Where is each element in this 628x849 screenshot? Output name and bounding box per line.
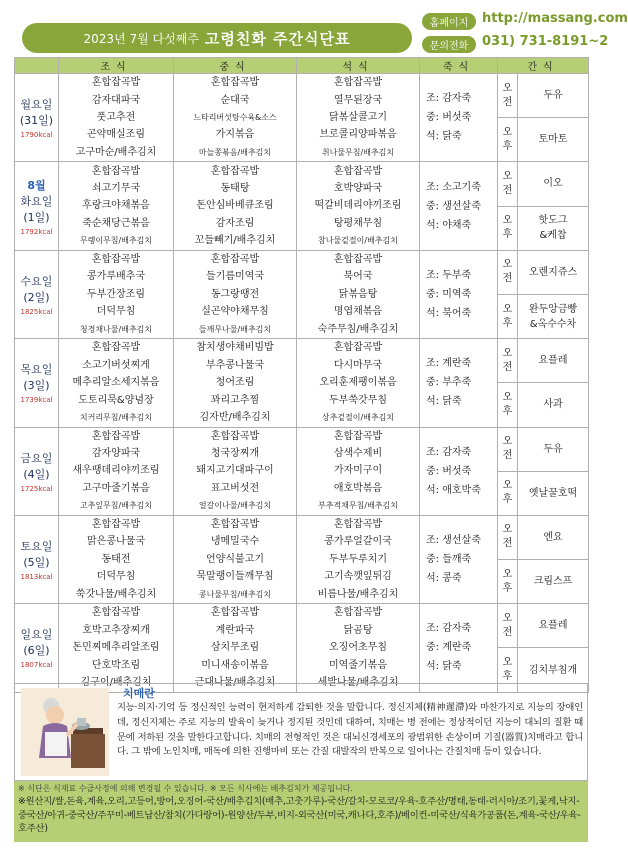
day-date: (2일) [23,290,50,304]
day-kcal: 1825kcal [20,307,53,316]
menu-item: 감자양파국 [91,448,141,460]
lunch-cell [174,427,297,515]
day-name: 토요일 [20,540,53,554]
day-name: 수요일 [20,274,53,288]
phone-label: 문의전화 [422,36,476,53]
table-row [15,604,589,648]
menu-item: 언양식불고기 [206,553,264,565]
am-char-2: 전 [502,273,513,285]
porridge-item: 석: 애호박죽 [426,484,481,496]
menu-item: 혼합잡곡밥 [91,165,141,177]
day-cell [15,515,59,603]
breakfast-cell [59,74,174,162]
menu-item: 돈민찌메추리알조림 [72,642,160,654]
menu-item: 혼합잡곡밥 [333,607,383,619]
menu-item: 청경채나물/배추김치 [79,324,153,334]
menu-change-note: ※ 식단은 식재료 수급사정에 의해 변경될 수 있습니다. ※ 모든 식사에는 배추김치가 제공됩니다. [18,784,353,793]
header-breakfast: 조식 [59,58,174,74]
day-cell [15,74,59,162]
weekly-menu-table [14,57,589,693]
menu-item: 두부쑥갓무침 [329,394,387,406]
porridge-item: 중: 미역죽 [426,288,472,300]
dinner-cell [297,427,420,515]
menu-item: 혼합잡곡밥 [333,253,383,265]
pm-char-2: 후 [502,405,513,417]
lunch-cell [174,250,297,338]
breakfast-cell [59,427,174,515]
snack-pm: 김치부침개 [518,648,589,692]
porridge-item: 석: 북어죽 [426,307,472,319]
menu-item: 동태전 [101,553,131,565]
pm-label [498,383,518,427]
snack-pm: 핫도그 &케찹 [518,206,589,250]
menu-item: 청국장찌개 [210,448,260,460]
menu-item: 묵말랭이들깨무침 [196,571,274,583]
am-char-1: 오 [502,347,513,359]
am-char-1: 오 [502,436,513,448]
menu-item: 삼치무조림 [210,642,260,654]
menu-item: 떡갈비데리야끼조림 [314,200,402,212]
menu-item: 명엽채볶음 [333,306,383,318]
menu-item: 혼합잡곡밥 [91,77,141,89]
menu-item: 순대국 [220,94,250,106]
pm-label [498,206,518,250]
porridge-cell [420,515,498,603]
menu-item: 부추콩나물국 [206,359,264,371]
am-char-1: 오 [502,524,513,536]
dementia-text: 지능·의지·기억 등 정신적인 능력이 현저하게 감퇴한 것을 말합니다. 정신지체(精神遲滯)와 마찬가지로 지능의 장애인데, 정신지체는 주로 지능의 발육이 늦거나 정지된 것인데 대하여, 치매는 병 전에는 정상적이던 지능이 대뇌의 질환 때문에 저하된 것을 말한다고합니다. 치매의 전형적인 것은 대뇌신경세포의 광범위한 손상이며 기질(器質)치매라고 합니다. 그 밖에 노인치매, 매독에 의한 진행마비 또는 간질 대발작의 반복으로 일어나는 간질치매 등이 있습니다. [117,702,583,758]
table-row [15,162,589,206]
header-dinner: 석식 [297,58,420,74]
menu-item: 죽순채당근볶음 [82,217,150,229]
menu-item: 혼합잡곡밥 [333,342,383,354]
lunch-cell [174,162,297,250]
porridge-item: 중: 버섯죽 [426,112,472,124]
snack-am: 요플레 [518,604,589,648]
menu-item: 혼합잡곡밥 [91,430,141,442]
snack-pm: 사과 [518,383,589,427]
porridge-item: 조: 생선살죽 [426,535,481,547]
table-row [15,427,589,471]
porridge-cell [420,74,498,162]
snack-pm: 옛날꿀호떡 [518,471,589,515]
menu-item: 오징어초무침 [329,642,387,654]
day-cell [15,427,59,515]
lunch-cell [174,515,297,603]
day-kcal: 1813kcal [20,573,53,582]
dinner-cell [297,74,420,162]
phone-number: 031) 731-8191~2 [482,34,609,49]
homepage-link[interactable]: http://massang.com [482,11,628,26]
menu-item: 닭볶살콜고기 [329,111,387,123]
menu-item: 미니새송이볶음 [201,659,269,671]
menu-item: 부추적채무침/배추김치 [318,501,398,511]
menu-item: 감자대파국 [91,94,141,106]
am-char-1: 오 [502,170,513,182]
menu-item: 혼합잡곡밥 [333,519,383,531]
menu-item: 고구마순/배추김치 [75,146,157,158]
day-name: 화요일 [20,194,53,208]
menu-item: 맑은콩나물국 [87,536,145,548]
menu-item: 돼지고기대파구이 [196,465,274,477]
porridge-item: 석: 콩죽 [426,573,462,585]
menu-item: 얼갈이나물/배추김치 [198,501,272,511]
porridge-item: 중: 계란죽 [426,642,472,654]
menu-item: 꼬들빼기/배추김치 [194,235,276,247]
menu-item: 혼합잡곡밥 [210,519,260,531]
menu-item: 감자조림 [215,217,255,229]
menu-item: 취나물무침/배추김치 [321,147,395,157]
snack-am: 엔요 [518,515,589,559]
porridge-item: 조: 계란죽 [426,358,472,370]
menu-item: 청어조림 [215,377,255,389]
menu-item: 닭곰탕 [343,624,373,636]
menu-item: 혼합잡곡밥 [210,253,260,265]
am-char-2: 전 [502,361,513,373]
homepage-label: 홈페이지 [422,13,476,30]
pm-char-1: 오 [502,657,513,669]
table-row [15,339,589,383]
am-label [498,250,518,294]
porridge-item: 중: 부추죽 [426,377,472,389]
menu-item: 혼합잡곡밥 [91,342,141,354]
menu-item: 콩나물무침/배추김치 [198,589,272,599]
menu-item: 혼합잡곡밥 [333,77,383,89]
menu-item: 근대나물/배추김치 [194,677,276,689]
day-kcal: 1790kcal [20,131,53,140]
menu-item: 실곤약야채무침 [201,306,269,318]
footer-notes [14,781,588,842]
menu-item: 혼합잡곡밥 [333,430,383,442]
porridge-item: 중: 버섯죽 [426,465,472,477]
menu-item: 콩가루얼갈이국 [324,536,392,548]
dinner-cell [297,339,420,427]
day-date: (4일) [23,467,50,481]
month-label: 8월 [27,178,46,192]
day-name: 목요일 [20,363,53,377]
menu-item: 닭볶음탕 [338,288,378,300]
menu-item: 메추리알소세지볶음 [72,377,160,389]
header-snack: 간식 [498,58,589,74]
menu-item: 혼합잡곡밥 [210,430,260,442]
porridge-cell [420,604,498,692]
am-char-2: 전 [502,96,513,108]
dinner-cell [297,250,420,338]
am-char-1: 오 [502,259,513,271]
day-cell [15,339,59,427]
menu-item: 들깨무나물/배추김치 [198,324,272,334]
am-label [498,339,518,383]
am-label [498,427,518,471]
am-label [498,74,518,118]
menu-item: 더덕무침 [96,571,136,583]
menu-item: 풋고추전 [96,111,136,123]
menu-item: 혼합잡곡밥 [91,519,141,531]
menu-item: 계란파국 [215,624,255,636]
menu-item: 동태탕 [220,182,250,194]
menu-item: 동그랑땡전 [210,288,260,300]
porridge-item: 석: 닭죽 [426,661,462,673]
snack-am: 요플레 [518,339,589,383]
dementia-info-box [14,683,588,781]
table-header-row [15,58,589,74]
header-lunch: 중식 [174,58,297,74]
pm-char-1: 오 [502,303,513,315]
menu-item: 단호박조림 [91,659,141,671]
menu-item: 참나물겉절이/배추김치 [318,236,398,246]
day-date: (3일) [23,379,50,393]
menu-item: 혼합잡곡밥 [333,165,383,177]
menu-item: 가자미구이 [333,465,383,477]
table-row [15,515,589,559]
menu-item: 혼합잡곡밥 [210,607,260,619]
menu-item: 가지볶음 [215,129,255,141]
pm-label [498,118,518,162]
porridge-cell [420,250,498,338]
dementia-title: 치매란 [123,687,155,700]
day-date: (31일) [19,114,54,128]
day-name: 일요일 [20,628,53,642]
menu-item: 콩가루배추국 [87,271,145,283]
menu-item: 고구마줄기볶음 [82,482,150,494]
menu-item: 탕평채무침 [333,217,383,229]
lunch-cell [174,74,297,162]
menu-item: 냉메밀국수 [210,536,260,548]
menu-item: 꽈리고추찜 [210,394,260,406]
pm-label [498,471,518,515]
day-date: (5일) [23,556,50,570]
day-kcal: 1725kcal [20,484,53,493]
menu-item: 느타리버섯탕수육&소스 [193,112,277,122]
header-porridge: 죽식 [420,58,498,74]
am-char-1: 오 [502,612,513,624]
menu-item: 삼색수제비 [333,448,383,460]
pm-char-2: 후 [502,671,513,683]
menu-item: 들기름미역국 [206,271,264,283]
menu-item: 김구이/배추김치 [80,677,152,689]
menu-item: 브로콜리양파볶음 [319,129,397,141]
pm-char-2: 후 [502,317,513,329]
menu-item: 열무된장국 [333,94,383,106]
menu-item: 애호박볶음 [333,482,383,494]
menu-item: 상추겉절이/배추김치 [321,412,395,422]
menu-item: 미역줄기볶음 [329,659,387,671]
snack-am: 오렌지쥬스 [518,250,589,294]
lunch-cell [174,339,297,427]
snack-pm: 토마토 [518,118,589,162]
pm-char-1: 오 [502,568,513,580]
breakfast-cell [59,515,174,603]
porridge-item: 석: 야채죽 [426,219,472,231]
porridge-item: 조: 두부죽 [426,269,472,281]
menu-item: 고추잎무침/배추김치 [79,501,153,511]
menu-item: 호박양파국 [333,182,383,194]
am-label [498,604,518,648]
table-row [15,250,589,294]
snack-am: 두유 [518,74,589,118]
porridge-item: 석: 닭죽 [426,396,462,408]
porridge-cell [420,427,498,515]
pm-char-1: 오 [502,480,513,492]
menu-item: 소고기버섯찌게 [82,359,150,371]
pm-char-1: 오 [502,215,513,227]
menu-item: 북어국 [343,271,373,283]
menu-item: 도토리묵&양념장 [78,394,154,406]
menu-item: 숙주무침/배추김치 [317,323,399,335]
menu-item: 호박고추장찌개 [82,624,150,636]
am-char-2: 전 [502,184,513,196]
breakfast-cell [59,250,174,338]
porridge-cell [420,162,498,250]
menu-item: 혼합잡곡밥 [91,253,141,265]
breakfast-cell [59,162,174,250]
menu-item: 마늘쫑볶음/배추김치 [198,147,272,157]
menu-item: 혼합잡곡밥 [210,165,260,177]
header [14,11,628,55]
day-name: 금요일 [20,451,53,465]
snack-am: 두유 [518,427,589,471]
am-char-2: 전 [502,450,513,462]
pm-char-2: 후 [502,494,513,506]
menu-item: 오리훈제팽이볶음 [319,377,397,389]
menu-item: 새우땡데리야끼조림 [72,465,160,477]
day-kcal: 1739kcal [20,396,53,405]
dinner-cell [297,162,420,250]
day-kcal: 1792kcal [20,227,53,236]
day-kcal: 1807kcal [20,661,53,670]
menu-item: 혼합잡곡밥 [91,607,141,619]
table-row [15,74,589,118]
porridge-item: 조: 감자죽 [426,446,472,458]
porridge-item: 중: 생선살죽 [426,200,481,212]
am-label [498,162,518,206]
day-date: (6일) [23,644,50,658]
title-main: 고령친화 주간식단표 [204,29,351,48]
day-name: 월요일 [20,98,53,112]
am-char-2: 전 [502,626,513,638]
snack-pm: 크림스프 [518,560,589,604]
menu-item: 다시마무국 [333,359,383,371]
title-banner [22,23,412,53]
breakfast-cell [59,339,174,427]
title-week: 2023년 7월 다섯째주 [83,31,199,46]
pm-char-2: 후 [502,582,513,594]
menu-item: 돈안심바베큐조림 [196,200,274,212]
porridge-item: 석: 닭죽 [426,131,462,143]
snack-pm: 완두앙금빵 &옥수수차 [518,294,589,338]
am-char-1: 오 [502,82,513,94]
porridge-item: 조: 감자죽 [426,93,472,105]
pm-char-1: 오 [502,126,513,138]
day-cell [15,250,59,338]
dinner-cell [297,515,420,603]
porridge-cell [420,339,498,427]
pm-char-2: 후 [502,229,513,241]
pm-char-1: 오 [502,391,513,403]
dinner-cell [297,604,420,692]
menu-item: 두부두루치기 [329,553,387,565]
snack-am: 이오 [518,162,589,206]
corner-cell [15,58,59,74]
menu-item: 더덕무침 [96,306,136,318]
day-cell [15,162,59,250]
am-char-2: 전 [502,538,513,550]
menu-item: 두부간장조림 [87,288,145,300]
menu-item: 참치생야채비빔밥 [196,342,274,354]
menu-item: 김자반/배추김치 [199,411,271,423]
elderly-cooking-illustration [21,688,109,776]
origin-note: ※원산지/쌀,돈육,계육,오리,고등어,방어,오징어-국산/배추김치(배추,고춧가루)-국산/갈치-모로코/우육-호주산/명태,동태-러시아/조기,꽃게,낙지-중국산/아귀-중국산/주꾸미-베트남산/참치(가다랑어)-원양산/두부,비지-외국산(미국,캐나다,호주)/베이컨-미국산/식육가공품(돈,계육-국산/우육-호주산) [18,796,581,834]
menu-item: 비름나물/배추김치 [317,588,399,600]
menu-item: 후랑크야채볶음 [82,200,150,212]
porridge-item: 조: 소고기죽 [426,181,481,193]
pm-char-2: 후 [502,140,513,152]
pm-label [498,294,518,338]
menu-item: 곤약매실조림 [87,129,145,141]
menu-item: 쑥갓나물/배추김치 [75,588,157,600]
menu-item: 표고버섯전 [210,482,260,494]
day-cell [15,604,59,692]
menu-item: 고기속깻잎튀김 [324,571,392,583]
porridge-item: 조: 감자죽 [426,623,472,635]
menu-item: 쇠고기무국 [91,182,141,194]
menu-item: 세발나물/배추김치 [317,677,399,689]
menu-item: 치커리무침/배추김치 [79,412,153,422]
am-label [498,515,518,559]
breakfast-cell [59,604,174,692]
pm-label [498,560,518,604]
porridge-item: 중: 들깨죽 [426,554,472,566]
menu-item: 무랭이무침/배추김치 [79,236,153,246]
lunch-cell [174,604,297,692]
day-date: (1일) [23,210,50,224]
menu-item: 혼합잡곡밥 [210,77,260,89]
